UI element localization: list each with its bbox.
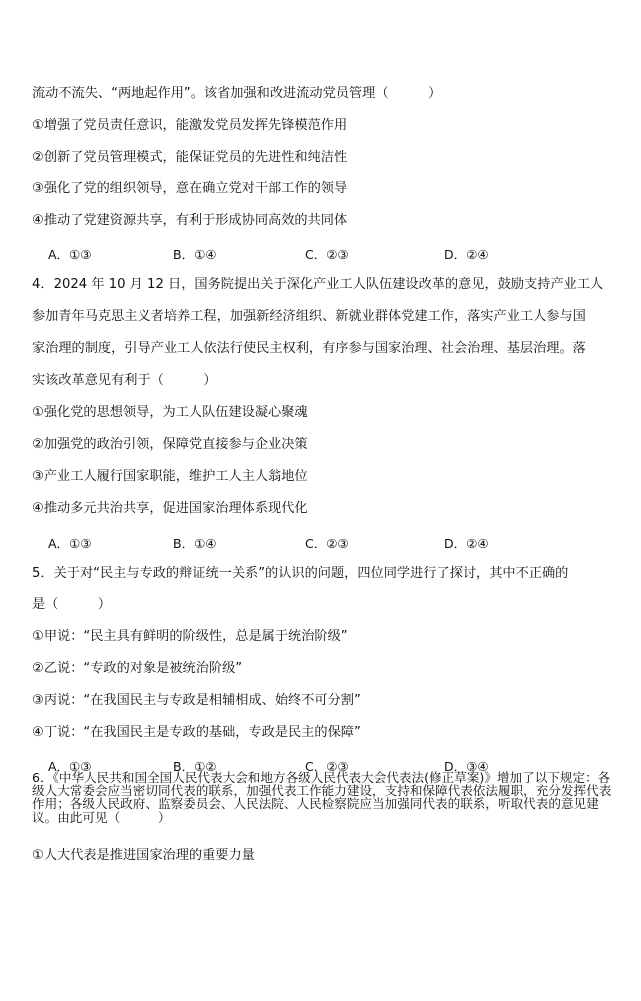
choice-a: A．①③ (48, 247, 92, 262)
question-4-statement-3: ③产业工人履行国家职能，维护工人主人翁地位 (32, 469, 308, 484)
choice-d: D．③④ (444, 759, 489, 774)
question-4-stem-line-2: 参加青年马克思主义者培养工程，加强新经济组织、新就业群体党建工作，落实产业工人参与国 (32, 309, 586, 324)
choice-b: B．①② (173, 759, 217, 774)
question-3-stem-tail: 流动不流失、“两地起作用”。该省加强和改进流动党员管理（ ） (32, 86, 442, 101)
question-6-statement-1: ①人大代表是推进国家治理的重要力量 (32, 848, 255, 863)
question-6-stem: 6．《中华人民共和国全国人民代表大会和地方各级人民代表大会代表法(修正草案)》增加了以下规定：各级人大常委会应当密切同代表的联系，加强代表工作能力建设，支持和保障代表依法履职，充分发挥代表作用；各级人民政府、监察委员会、人民法院、人民检察院应当加强同代表的联系，听取代表的意见建议。由此可见（ ） (32, 770, 612, 825)
choice-a: A．①③ (48, 759, 92, 774)
question-4-stem-line-3: 家治理的制度，引导产业工人依法行使民主权利，有序参与国家治理、社会治理、基层治理。落 (32, 341, 586, 356)
choice-c: C．②③ (305, 247, 349, 262)
choice-d: D．②④ (444, 247, 489, 262)
question-4-stem-line-1: 4．2024 年 10 月 12 日，国务院提出关于深化产业工人队伍建设改革的意见，鼓励支持产业工人 (32, 277, 604, 292)
choice-c: C．②③ (305, 536, 349, 551)
question-5-statement-3: ③丙说：“在我国民主与专政是相辅相成、始终不可分割” (32, 693, 361, 708)
choice-b: B．①④ (173, 536, 217, 551)
question-5-stem-line-2: 是（ ） (32, 597, 112, 612)
question-3-choices (48, 245, 608, 261)
question-3-statement-2: ②创新了党员管理模式，能保证党员的先进性和纯洁性 (32, 150, 348, 165)
question-4-choices (48, 534, 608, 550)
question-4-statement-4: ④推动多元共治共享，促进国家治理体系现代化 (32, 501, 308, 516)
question-4-statement-1: ①强化党的思想领导，为工人队伍建设凝心聚魂 (32, 405, 308, 420)
question-5-stem-line-1: 5．关于对“民主与专政的辩证统一关系”的认识的问题，四位同学进行了探讨，其中不正确的 (32, 566, 569, 581)
question-4-stem-line-4: 实该改革意见有利于（ ） (32, 373, 217, 388)
choice-a: A．①③ (48, 536, 92, 551)
question-3-statement-3: ③强化了党的组织领导，意在确立党对干部工作的领导 (32, 181, 348, 196)
question-5-statement-1: ①甲说：“民主具有鲜明的阶级性，总是属于统治阶级” (32, 629, 348, 644)
question-3-statement-1: ①增强了党员责任意识，能激发党员发挥先锋模范作用 (32, 118, 348, 133)
question-3-statement-4: ④推动了党建资源共享，有利于形成协同高效的共同体 (32, 213, 348, 228)
question-4-statement-2: ②加强党的政治引领，保障党直接参与企业决策 (32, 437, 308, 452)
question-5-statement-4: ④丁说：“在我国民主是专政的基础，专政是民主的保障” (32, 725, 361, 740)
question-5-statement-2: ②乙说：“专政的对象是被统治阶级” (32, 661, 243, 676)
choice-b: B．①④ (173, 247, 217, 262)
choice-c: C．②③ (305, 759, 349, 774)
choice-d: D．②④ (444, 536, 489, 551)
